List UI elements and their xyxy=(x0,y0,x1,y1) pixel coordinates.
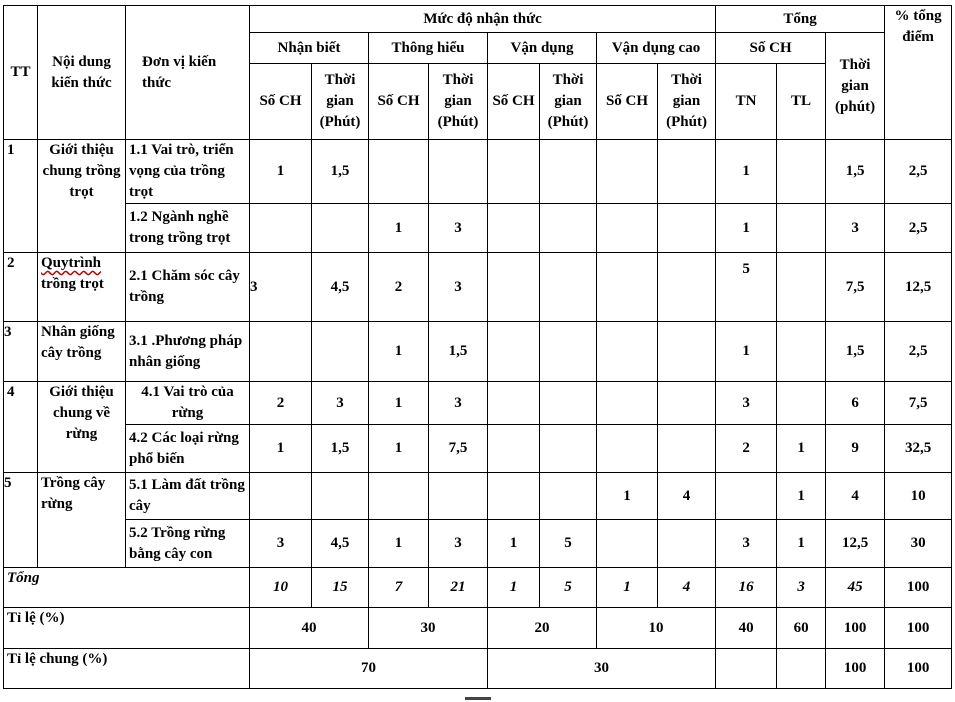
cell-time: 9 xyxy=(826,425,885,473)
cell-nb-time: 4,5 xyxy=(312,520,369,568)
cell-th-time: 3 xyxy=(429,253,488,322)
unit-name: 4.1 Vai trò của rừng xyxy=(126,382,250,425)
total-nb-ch: 10 xyxy=(250,568,312,608)
knowledge-matrix-table xyxy=(3,5,952,689)
cell-vd-ch xyxy=(488,253,540,322)
cell-th-ch: 1 xyxy=(369,425,429,473)
cell-vd-time xyxy=(540,322,597,382)
cell-th-ch: 1 xyxy=(369,322,429,382)
total-vdc-ch: 1 xyxy=(597,568,658,608)
ratio-general-tl-empty xyxy=(777,649,826,689)
cell-percent: 10 xyxy=(885,473,952,520)
header-content: Nội dung kiến thức xyxy=(38,6,126,140)
cell-th-time xyxy=(429,140,488,204)
cell-percent: 30 xyxy=(885,520,952,568)
cell-tn: 2 xyxy=(716,425,777,473)
cell-nb-ch xyxy=(250,473,312,520)
cell-vd-ch: 1 xyxy=(488,520,540,568)
cell-vdc-time xyxy=(658,140,716,204)
cell-vd-time xyxy=(540,204,597,253)
cell-tn: 5 xyxy=(716,253,777,322)
table-row xyxy=(4,425,952,473)
cell-time: 7,5 xyxy=(826,253,885,322)
topic-name: Nhân giống cây trồng xyxy=(38,322,126,382)
topic-number: 5 xyxy=(4,473,38,568)
total-percent: 100 xyxy=(885,568,952,608)
total-vdc-time: 4 xyxy=(658,568,716,608)
cell-percent: 32,5 xyxy=(885,425,952,473)
ratio-general-right: 30 xyxy=(488,649,716,689)
ratio-general-row xyxy=(4,649,952,689)
ratio-general-percent: 100 xyxy=(885,649,952,689)
cell-vd-time xyxy=(540,473,597,520)
table-row xyxy=(4,322,952,382)
cell-percent: 2,5 xyxy=(885,322,952,382)
cell-vdc-ch xyxy=(597,140,658,204)
cell-nb-time xyxy=(312,473,369,520)
ratio-percent: 100 xyxy=(885,608,952,649)
total-time: 45 xyxy=(826,568,885,608)
cell-tl xyxy=(777,140,826,204)
header-th-so-ch: Số CH xyxy=(369,64,429,140)
cell-vd-ch xyxy=(488,322,540,382)
header-level-nhan-biet: Nhận biết xyxy=(250,33,369,64)
cell-vd-ch xyxy=(488,140,540,204)
cell-tn: 1 xyxy=(716,322,777,382)
header-vd-time: Thời gian (Phút) xyxy=(540,64,597,140)
unit-name: 3.1 .Phương pháp nhân giống xyxy=(126,322,250,382)
header-unit: Đơn vị kiến thức xyxy=(126,6,250,140)
cell-vd-ch xyxy=(488,204,540,253)
cell-tl: 1 xyxy=(777,425,826,473)
cell-nb-ch: 1 xyxy=(250,140,312,204)
unit-name: 5.1 Làm đất trồng cây xyxy=(126,473,250,520)
ratio-general-left: 70 xyxy=(250,649,488,689)
cell-nb-time: 4,5 xyxy=(312,253,369,322)
table-row xyxy=(4,204,952,253)
cell-time: 1,5 xyxy=(826,140,885,204)
header-total: Tổng xyxy=(716,6,885,33)
header-total-time: Thời gian (phút) xyxy=(826,33,885,140)
topic-number: 3 xyxy=(4,322,38,382)
cell-nb-time xyxy=(312,204,369,253)
cell-vdc-time: 4 xyxy=(658,473,716,520)
cell-tn xyxy=(716,473,777,520)
page-footer-mark xyxy=(465,697,491,700)
header-level-thong-hieu: Thông hiểu xyxy=(369,33,488,64)
cell-th-time: 3 xyxy=(429,382,488,425)
topic-name: Giới thiệu chung về rừng xyxy=(38,382,126,473)
topic-name: Giới thiệu chung trồng trọt xyxy=(38,140,126,253)
cell-tl xyxy=(777,382,826,425)
cell-vdc-ch xyxy=(597,322,658,382)
cell-nb-time: 1,5 xyxy=(312,425,369,473)
cell-tn: 3 xyxy=(716,382,777,425)
cell-th-time xyxy=(429,473,488,520)
cell-tn: 3 xyxy=(716,520,777,568)
cell-vdc-time xyxy=(658,520,716,568)
cell-th-ch: 2 xyxy=(369,253,429,322)
cell-vd-time xyxy=(540,425,597,473)
cell-percent: 2,5 xyxy=(885,204,952,253)
cell-th-time: 3 xyxy=(429,204,488,253)
header-total-so-ch: Số CH xyxy=(716,33,826,64)
table-row xyxy=(4,140,952,204)
header-nb-so-ch: Số CH xyxy=(250,64,312,140)
ratio-nb: 40 xyxy=(250,608,369,649)
cell-th-time: 7,5 xyxy=(429,425,488,473)
cell-time: 1,5 xyxy=(826,322,885,382)
cell-tl: 1 xyxy=(777,473,826,520)
cell-vdc-time xyxy=(658,204,716,253)
header-vd-so-ch: Số CH xyxy=(488,64,540,140)
cell-vdc-ch xyxy=(597,425,658,473)
topic-name: Quytrình trồng trọt xyxy=(38,253,126,322)
cell-vdc-time xyxy=(658,382,716,425)
cell-vd-ch xyxy=(488,425,540,473)
cell-th-ch xyxy=(369,473,429,520)
cell-nb-ch: 3 xyxy=(250,253,312,322)
ratio-tn: 40 xyxy=(716,608,777,649)
total-tn: 16 xyxy=(716,568,777,608)
cell-vdc-ch xyxy=(597,204,658,253)
ratio-general-tn-empty xyxy=(716,649,777,689)
table-row xyxy=(4,473,952,520)
cell-percent: 2,5 xyxy=(885,140,952,204)
header-level-van-dung-cao: Vận dụng cao xyxy=(597,33,716,64)
header-percent: % tổng điểm xyxy=(885,6,952,140)
unit-name: 4.2 Các loại rừng phổ biến xyxy=(126,425,250,473)
cell-nb-ch: 2 xyxy=(250,382,312,425)
cell-th-ch: 1 xyxy=(369,204,429,253)
header-tt: TT xyxy=(4,6,38,140)
totals-label: Tổng xyxy=(4,568,250,608)
cell-vdc-time xyxy=(658,322,716,382)
cell-tn: 1 xyxy=(716,204,777,253)
cell-percent: 12,5 xyxy=(885,253,952,322)
cell-nb-time: 3 xyxy=(312,382,369,425)
table-row xyxy=(4,520,952,568)
unit-name: 5.2 Trồng rừng bằng cây con xyxy=(126,520,250,568)
total-th-ch: 7 xyxy=(369,568,429,608)
cell-vdc-time xyxy=(658,425,716,473)
cell-vdc-time xyxy=(658,253,716,322)
ratio-time: 100 xyxy=(826,608,885,649)
ratio-tl: 60 xyxy=(777,608,826,649)
cell-time: 4 xyxy=(826,473,885,520)
cell-time: 6 xyxy=(826,382,885,425)
header-th-time: Thời gian (Phút) xyxy=(429,64,488,140)
total-nb-time: 15 xyxy=(312,568,369,608)
cell-vd-time xyxy=(540,382,597,425)
cell-vdc-ch: 1 xyxy=(597,473,658,520)
table-row xyxy=(4,382,952,425)
cell-vdc-ch xyxy=(597,520,658,568)
ratio-vdc: 10 xyxy=(597,608,716,649)
cell-nb-ch xyxy=(250,322,312,382)
unit-name: 1.1 Vai trò, triển vọng của trồng trọt xyxy=(126,140,250,204)
cell-th-time: 3 xyxy=(429,520,488,568)
cell-time: 3 xyxy=(826,204,885,253)
header-tl: TL xyxy=(777,64,826,140)
cell-vdc-ch xyxy=(597,382,658,425)
cell-tl xyxy=(777,204,826,253)
cell-nb-ch xyxy=(250,204,312,253)
header-tn: TN xyxy=(716,64,777,140)
cell-vd-ch xyxy=(488,382,540,425)
ratio-label: Tỉ lệ (%) xyxy=(4,608,250,649)
cell-percent: 7,5 xyxy=(885,382,952,425)
cell-vd-ch xyxy=(488,473,540,520)
unit-name: 2.1 Chăm sóc cây trồng xyxy=(126,253,250,322)
cell-nb-ch: 3 xyxy=(250,520,312,568)
cell-vdc-ch xyxy=(597,253,658,322)
cell-nb-time: 1,5 xyxy=(312,140,369,204)
topic-number: 2 xyxy=(4,253,38,322)
cell-nb-time xyxy=(312,322,369,382)
topic-number: 1 xyxy=(4,140,38,253)
header-level-van-dung: Vận dụng xyxy=(488,33,597,64)
topic-name: Trồng cây rừng xyxy=(38,473,126,568)
cell-vd-time: 5 xyxy=(540,520,597,568)
topic-number: 4 xyxy=(4,382,38,473)
unit-name: 1.2 Ngành nghề trong trồng trọt xyxy=(126,204,250,253)
ratio-general-time: 100 xyxy=(826,649,885,689)
cell-vd-time xyxy=(540,253,597,322)
total-tl: 3 xyxy=(777,568,826,608)
totals-row xyxy=(4,568,952,608)
cell-th-ch: 1 xyxy=(369,520,429,568)
cell-th-ch xyxy=(369,140,429,204)
cell-th-time: 1,5 xyxy=(429,322,488,382)
header-vdc-time: Thời gian (Phút) xyxy=(658,64,716,140)
total-vd-ch: 1 xyxy=(488,568,540,608)
total-th-time: 21 xyxy=(429,568,488,608)
table-row xyxy=(4,253,952,322)
cell-vd-time xyxy=(540,140,597,204)
cell-time: 12,5 xyxy=(826,520,885,568)
cell-tl xyxy=(777,322,826,382)
cell-tl: 1 xyxy=(777,520,826,568)
ratio-th: 30 xyxy=(369,608,488,649)
cell-nb-ch: 1 xyxy=(250,425,312,473)
cell-tn: 1 xyxy=(716,140,777,204)
ratio-vd: 20 xyxy=(488,608,597,649)
header-cognitive-level: Mức độ nhận thức xyxy=(250,6,716,33)
ratio-row xyxy=(4,608,952,649)
total-vd-time: 5 xyxy=(540,568,597,608)
cell-th-ch: 1 xyxy=(369,382,429,425)
cell-tl xyxy=(777,253,826,322)
header-nb-time: Thời gian (Phút) xyxy=(312,64,369,140)
header-vdc-so-ch: Số CH xyxy=(597,64,658,140)
ratio-general-label: Tỉ lệ chung (%) xyxy=(4,649,250,689)
